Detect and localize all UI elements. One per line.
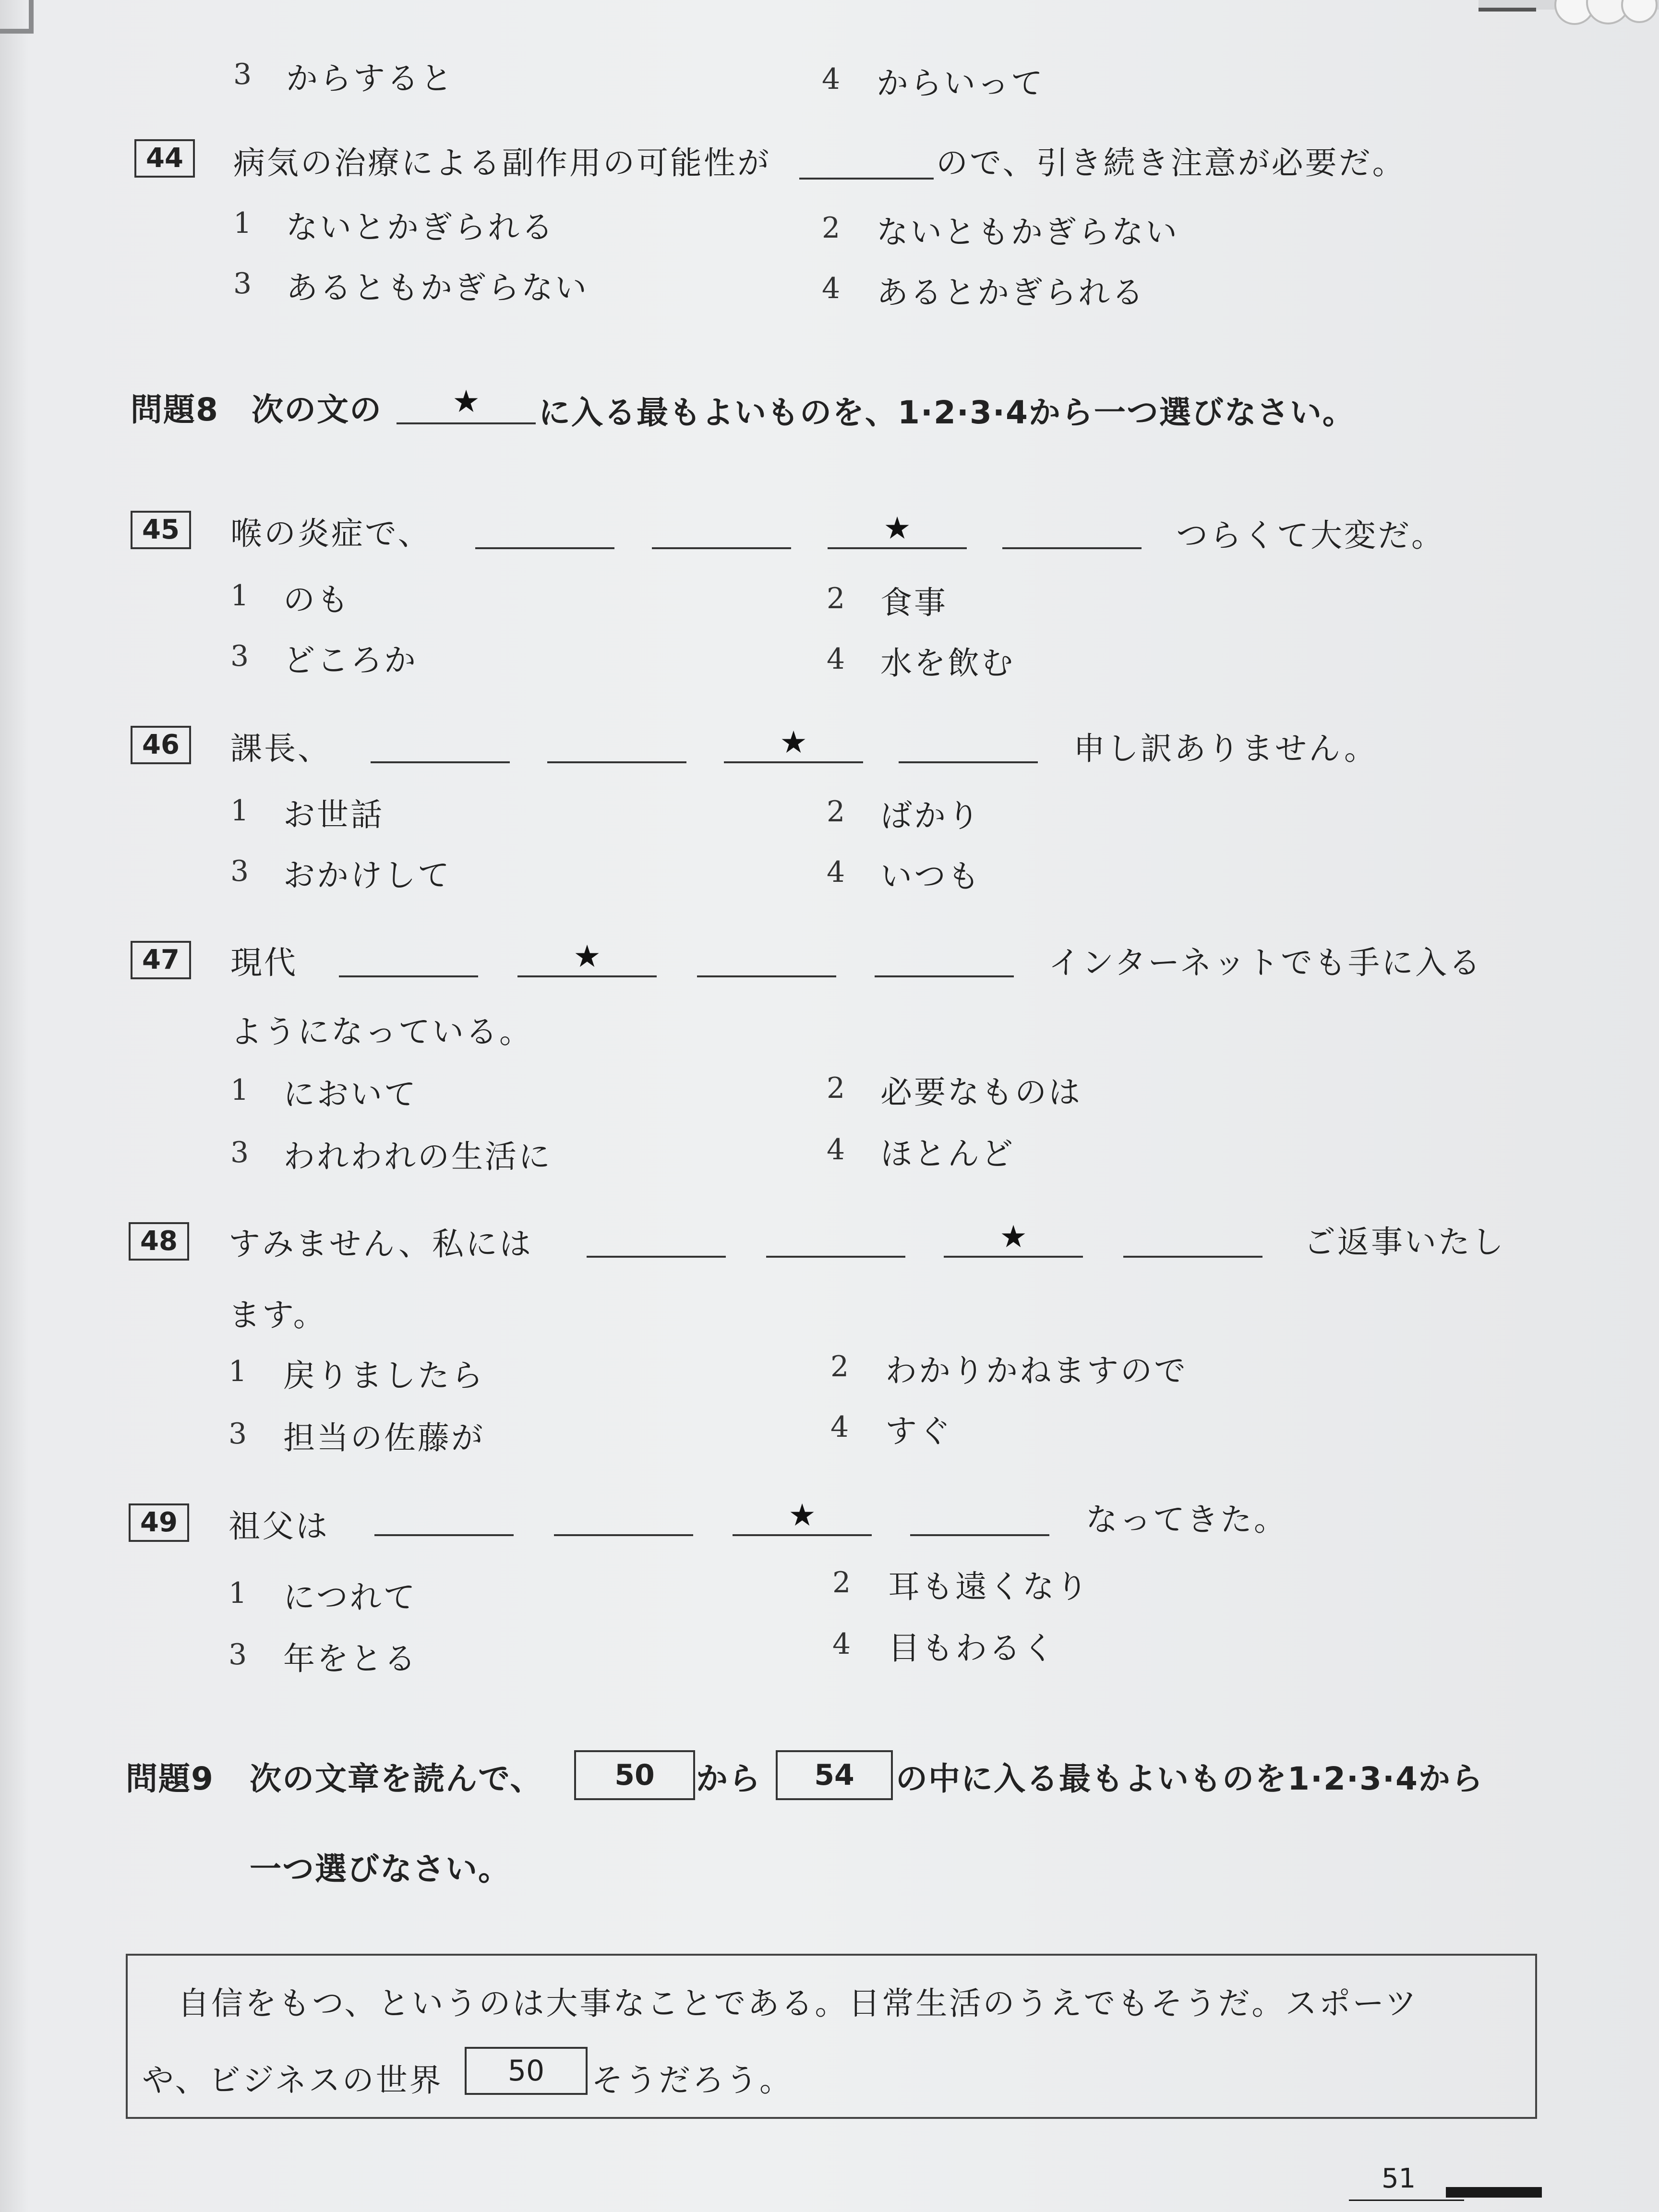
- option-number: 4: [827, 642, 845, 676]
- option-number: 3: [233, 58, 252, 91]
- mondai9-instruction: の中に入る最もよいものを1·2·3·4から: [896, 1760, 1484, 1797]
- mondai9-instruction-end: 一つ選びなさい。: [250, 1851, 511, 1887]
- q48-tail-continued: ます。: [228, 1297, 327, 1334]
- answer-blank[interactable]: [587, 1256, 726, 1258]
- star-icon: ★: [573, 939, 601, 974]
- q43-option-3: からすると: [286, 60, 454, 97]
- option-number: 4: [827, 1133, 845, 1166]
- option-number: 1: [230, 794, 249, 828]
- answer-blank-star[interactable]: [944, 1256, 1083, 1258]
- q49-option-2[interactable]: 耳も遠くなり: [888, 1568, 1090, 1605]
- question-number-box: 44: [134, 139, 195, 178]
- q49-option-3[interactable]: 年をとる: [283, 1640, 418, 1677]
- q47-option-3[interactable]: われわれの生活に: [283, 1138, 552, 1175]
- option-number: 4: [832, 1627, 851, 1661]
- question-number-box: 45: [131, 511, 191, 549]
- q48-tail: ご返事いたし: [1304, 1224, 1505, 1261]
- option-number: 4: [822, 62, 841, 96]
- star-icon: ★: [788, 1498, 816, 1533]
- answer-blank[interactable]: [554, 1534, 693, 1536]
- q47-stem: 現代: [230, 944, 298, 981]
- q49-option-1[interactable]: につれて: [283, 1579, 417, 1616]
- passage-line-2-end: そうだろう。: [591, 2062, 793, 2099]
- instruction-blank: [397, 422, 536, 424]
- option-number: 3: [230, 1136, 249, 1169]
- page-edge-bar: [1446, 2187, 1542, 2198]
- answer-blank[interactable]: [1002, 547, 1142, 549]
- q48-stem: すみません、私には: [228, 1226, 533, 1262]
- option-number: 3: [228, 1417, 247, 1451]
- answer-blank-star[interactable]: [517, 975, 657, 977]
- mondai9-label: 問題9: [126, 1760, 214, 1797]
- star-icon: ★: [999, 1219, 1027, 1255]
- option-number: 3: [230, 639, 249, 673]
- answer-blank[interactable]: [799, 178, 934, 180]
- answer-blank[interactable]: [371, 761, 510, 763]
- option-number: 2: [830, 1350, 849, 1383]
- option-number: 3: [230, 854, 249, 888]
- q44-option-1[interactable]: ないとかぎられる: [286, 209, 555, 246]
- blank-box-54: 54: [776, 1750, 893, 1800]
- answer-blank[interactable]: [875, 975, 1014, 977]
- answer-blank-star[interactable]: [828, 547, 967, 549]
- page-number: 51: [1382, 2163, 1416, 2194]
- q48-option-3[interactable]: 担当の佐藤が: [283, 1419, 485, 1456]
- q48-option-1[interactable]: 戻りましたら: [283, 1357, 485, 1394]
- option-number: 1: [228, 1355, 247, 1388]
- passage-line-2: や、ビジネスの世界: [142, 2062, 443, 2099]
- mondai8-text: 次の文の: [252, 391, 382, 428]
- answer-blank[interactable]: [766, 1256, 905, 1258]
- passage-line-1: 自信をもつ、というのは大事なことである。日常生活のうえでもそうだ。スポーツ: [178, 1985, 1419, 2022]
- option-number: 2: [827, 582, 845, 615]
- mondai8-instruction: に入る最もよいものを、1·2·3·4から一つ選びなさい。: [539, 394, 1355, 431]
- q48-option-4[interactable]: すぐ: [885, 1413, 952, 1450]
- q45-stem: 喉の炎症で、: [230, 515, 432, 552]
- question-number-box: 48: [129, 1222, 189, 1261]
- q47-option-4[interactable]: ほとんど: [880, 1135, 1015, 1172]
- option-number: 2: [822, 211, 841, 245]
- q45-tail: つらくて大変だ。: [1176, 517, 1445, 554]
- q47-option-2[interactable]: 必要なものは: [880, 1074, 1082, 1111]
- answer-blank[interactable]: [1123, 1256, 1262, 1258]
- answer-blank[interactable]: [697, 975, 836, 977]
- q44-stem-end: ので、引き続き注意が必要だ。: [936, 144, 1406, 181]
- q49-stem: 祖父は: [228, 1508, 329, 1545]
- q47-tail-continued: ようになっている。: [230, 1013, 533, 1050]
- question-number-box: 49: [129, 1503, 189, 1542]
- option-number: 4: [830, 1410, 849, 1444]
- q44-option-4[interactable]: あるとかぎられる: [877, 274, 1145, 311]
- blank-box-50: 50: [574, 1750, 695, 1800]
- option-number: 1: [230, 1073, 249, 1107]
- option-number: 1: [230, 579, 249, 613]
- q49-option-4[interactable]: 目もわるく: [888, 1630, 1056, 1667]
- corner-ornament: [1479, 0, 1659, 34]
- star-icon: ★: [452, 384, 480, 420]
- option-number: 1: [233, 206, 252, 240]
- answer-blank[interactable]: [547, 761, 686, 763]
- q46-tail: 申し訳ありません。: [1073, 730, 1378, 767]
- q44-option-3[interactable]: あるともかぎらない: [286, 269, 589, 306]
- q45-option-1[interactable]: のも: [283, 581, 350, 618]
- option-number: 2: [827, 1071, 845, 1105]
- q44-stem: 病気の治療による副作用の可能性が: [233, 144, 771, 181]
- q49-tail: なってきた。: [1086, 1501, 1287, 1538]
- top-left-corner-mark: [0, 0, 34, 34]
- answer-blank[interactable]: [899, 761, 1038, 763]
- mondai8-label: 問題8: [131, 391, 219, 428]
- option-number: 1: [228, 1576, 247, 1610]
- answer-blank[interactable]: [910, 1534, 1049, 1536]
- option-number: 2: [827, 795, 845, 829]
- q45-option-3[interactable]: どころか: [283, 642, 418, 679]
- q46-option-1[interactable]: お世話: [283, 796, 384, 833]
- question-number-box: 47: [131, 941, 191, 979]
- answer-blank[interactable]: [374, 1534, 514, 1536]
- option-number: 3: [233, 267, 252, 301]
- page-number-underline: [1349, 2200, 1464, 2201]
- q45-option-4[interactable]: 水を飲む: [880, 645, 1015, 682]
- q47-tail: インターネットでも手に入る: [1048, 944, 1483, 981]
- q46-stem: 課長、: [230, 730, 331, 767]
- option-number: 3: [228, 1638, 247, 1671]
- option-number: 4: [822, 272, 841, 305]
- passage-blank-box-50[interactable]: 50: [465, 2047, 588, 2095]
- option-number: 4: [827, 855, 845, 889]
- corner-ornament-icon: [1479, 0, 1659, 34]
- star-icon: ★: [780, 725, 807, 760]
- mondai9-text-kara: から: [696, 1760, 761, 1797]
- answer-blank[interactable]: [339, 975, 478, 977]
- answer-blank[interactable]: [475, 547, 614, 549]
- option-number: 2: [832, 1566, 851, 1599]
- answer-blank-star[interactable]: [733, 1534, 872, 1536]
- q45-option-2[interactable]: 食事: [880, 584, 948, 621]
- star-icon: ★: [883, 511, 911, 546]
- q46-option-3[interactable]: おかけして: [283, 857, 451, 894]
- q43-option-4: からいって: [877, 65, 1045, 102]
- question-number-box: 46: [131, 726, 191, 764]
- q44-option-2[interactable]: ないともかぎらない: [877, 214, 1179, 251]
- answer-blank[interactable]: [652, 547, 791, 549]
- q48-option-2[interactable]: わかりかねますので: [885, 1352, 1188, 1389]
- q46-option-2[interactable]: ばかり: [880, 797, 981, 834]
- q47-option-1[interactable]: において: [283, 1076, 418, 1113]
- mondai9-text: 次の文章を読んで、: [250, 1760, 543, 1797]
- q46-option-4[interactable]: いつも: [880, 858, 981, 895]
- answer-blank-star[interactable]: [724, 761, 863, 763]
